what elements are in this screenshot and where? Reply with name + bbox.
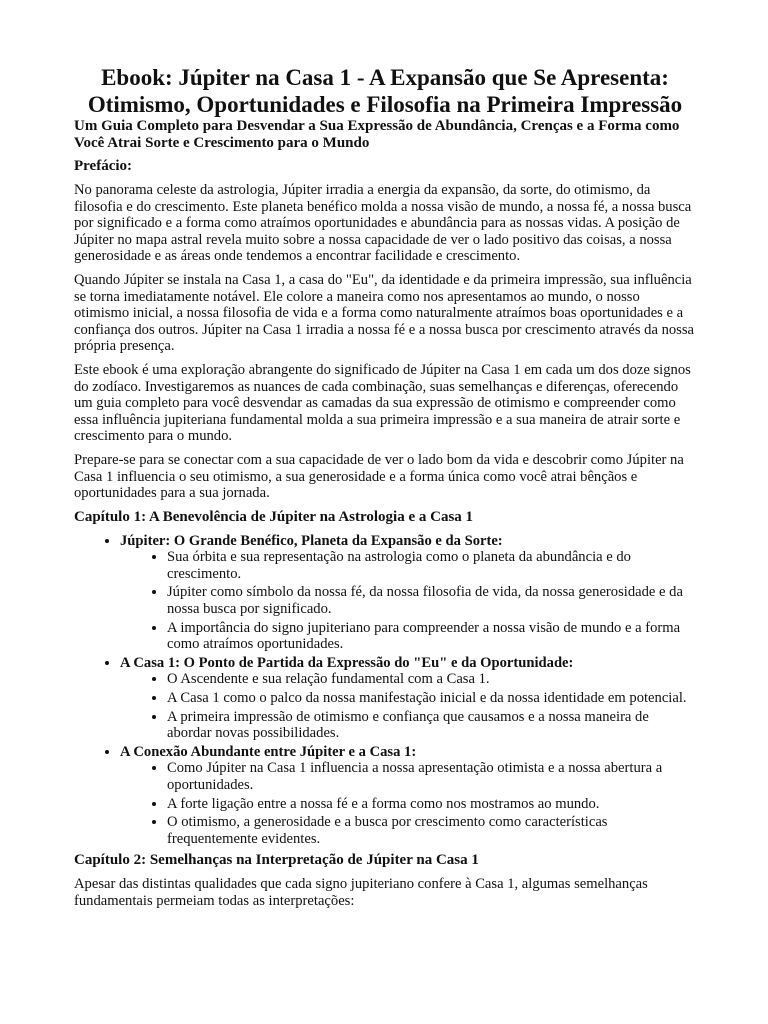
preface-paragraph: No panorama celeste da astrologia, Júpiter irradia a energia da expansão, da sorte, do otimismo, da filosofia e do crescimento. Este planeta benéfico molda a nossa visão de mundo, a nossa fé, a nossa busca por significado e a forma como atraímos oportunidades e abundância para as nossas vidas. A posição de Júpiter no mapa astral revela muito sobre a nossa capacidade de ver o lado positivo das coisas, a nossa generosidade e as áreas onde tendemos a encontrar facilidade e crescimento. bbox=[74, 182, 692, 265]
title-line-2: Otimismo, Oportunidades e Filosofia na Primeira Impressão bbox=[87, 92, 683, 117]
list-item bbox=[120, 744, 696, 848]
document-subtitle: Um Guia Completo para Desvendar a Sua Expressão de Abundância, Crenças e a Forma como Você Atrai Sorte e Crescimento para o Mundo bbox=[74, 118, 680, 151]
preface-paragraph: Prepare-se para se conectar com a sua capacidade de ver o lado bom da vida e descobrir como Júpiter na Casa 1 influencia o seu otimismo, a sua generosidade e a forma única como você atrai bênçãos e oportunidades para a sua jornada. bbox=[74, 451, 684, 502]
sub-list-item: • Sua órbita e sua representação na astrologia como o planeta da abundância e do crescimento. bbox=[167, 549, 696, 582]
sub-list bbox=[120, 760, 696, 847]
sub-list-item: • A primeira impressão de otimismo e confiança que causamos e a nossa maneira de abordar novas possibilidades. bbox=[167, 709, 696, 742]
preface-heading: Prefácio: bbox=[74, 158, 133, 174]
sub-list-item: • A Casa 1 como o palco da nossa manifestação inicial e da nossa identidade em potencial. bbox=[167, 690, 696, 707]
document-title bbox=[74, 64, 696, 118]
preface-paragraph: Quando Júpiter se instala na Casa 1, a casa do "Eu", da identidade e da primeira impressão, sua influência se torna imediatamente notável. Ele colore a maneira como nos apresentamos ao mundo, o nosso otimismo inicial, a nossa filosofia de vida e a forma como naturalmente atraímos boas oportunidades e a confiança dos outros. Júpiter na Casa 1 irradia a nossa fé e a nossa busca por crescimento através da nossa própria presença. bbox=[74, 271, 695, 355]
list-item bbox=[120, 655, 696, 742]
chapter-2-heading: Capítulo 2: Semelhanças na Interpretação de Júpiter na Casa 1 bbox=[74, 852, 479, 869]
sub-list-item: • O Ascendente e sua relação fundamental com a Casa 1. bbox=[167, 671, 696, 688]
chapter-1-heading: Capítulo 1: A Benevolência de Júpiter na Astrologia e a Casa 1 bbox=[74, 508, 474, 525]
chapter-1-list bbox=[74, 533, 696, 848]
preface-paragraph: Este ebook é uma exploração abrangente do significado de Júpiter na Casa 1 em cada um dos doze signos do zodíaco. Investigaremos as nuances de cada combinação, suas semelhanças e diferenças, oferecendo um guia completo para você desvendar as camadas da sua expressão de otimismo e compreender como essa influência jupiteriana fundamental molda a sua primeira impressão e a sua maneira de atrair sorte e crescimento para o mundo. bbox=[74, 361, 691, 445]
list-item bbox=[120, 533, 696, 653]
sub-list-item: • Como Júpiter na Casa 1 influencia a nossa apresentação otimista e a nossa abertura a oportunidades. bbox=[167, 760, 696, 793]
list-item-title: A Conexão Abundante entre Júpiter e a Casa 1: bbox=[120, 743, 417, 760]
title-line-1: Ebook: Júpiter na Casa 1 - A Expansão que Se Apresenta: bbox=[101, 65, 669, 90]
list-item-title: Júpiter: O Grande Benéfico, Planeta da Expansão e da Sorte: bbox=[120, 532, 503, 549]
sub-list-item: • A importância do signo jupiteriano para compreender a nossa visão de mundo e a forma como atraímos oportunidades. bbox=[167, 620, 696, 653]
sub-list bbox=[120, 549, 696, 653]
sub-list-item: • A forte ligação entre a nossa fé e a forma como nos mostramos ao mundo. bbox=[167, 796, 696, 813]
sub-list-item: • Júpiter como símbolo da nossa fé, da nossa filosofia de vida, da nossa generosidade e da nossa busca por significado. bbox=[167, 584, 696, 617]
chapter-2-intro: Apesar das distintas qualidades que cada signo jupiteriano confere à Casa 1, algumas semelhanças fundamentais permeiam todas as interpretações: bbox=[74, 876, 648, 909]
list-item-title: A Casa 1: O Ponto de Partida da Expressão do "Eu" e da Oportunidade: bbox=[120, 654, 574, 671]
sub-list bbox=[120, 671, 696, 741]
sub-list-item: • O otimismo, a generosidade e a busca por crescimento como características frequentemente evidentes. bbox=[167, 814, 696, 847]
